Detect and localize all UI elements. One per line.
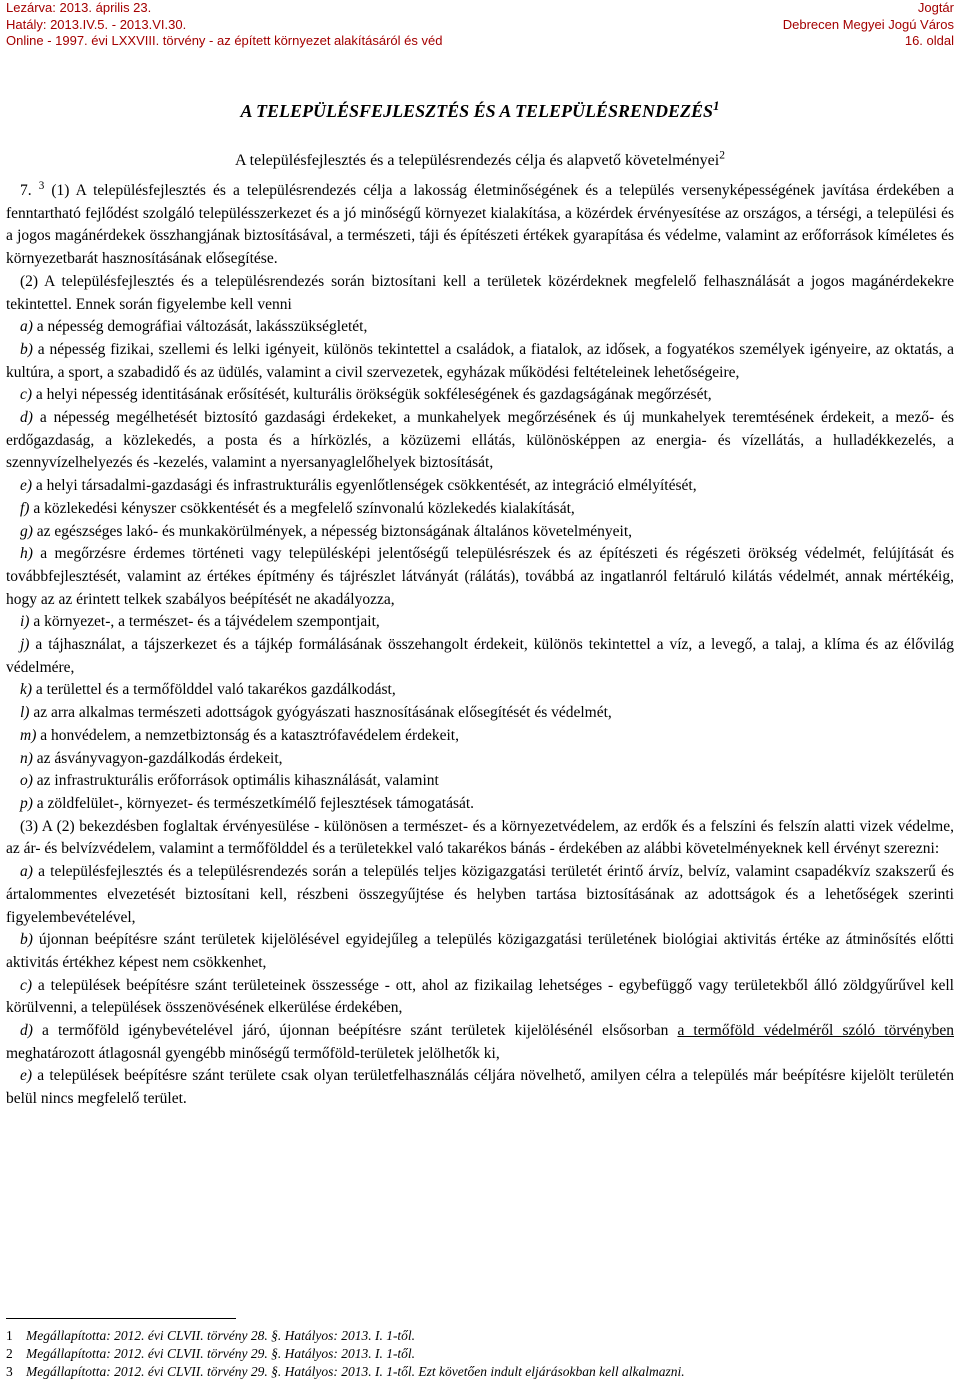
list-item-letter: i) [20,613,30,631]
footnote-ref-3[interactable]: 3 [38,179,45,192]
paragraph-1 [6,180,954,271]
header-law-name: Online - 1997. évi LXXVIII. törvény - az épített környezet alakításáról és véd [6,33,443,48]
list-item [6,861,954,929]
header-closed-date: Lezárva: 2013. április 23. [6,0,152,15]
footnote-ref-2[interactable]: 2 [719,149,725,162]
list-item-text: a honvédelem, a nemzetbiztonság és a katasztrófavédelem érdekeit, [36,726,459,744]
chapter-title [0,99,960,123]
list-item [6,770,954,793]
chapter-title-text: A TELEPÜLÉSFEJLESZTÉS ÉS A TELEPÜLÉSRENDEZÉS [240,101,713,121]
footnote [6,1327,685,1345]
footnote-number: 3 [6,1364,13,1379]
law-reference-link[interactable]: a termőföld védelméről szóló törvényben [677,1022,954,1040]
section-subtitle [0,151,960,171]
list-item [6,1020,954,1065]
list-item [6,793,954,816]
header-city: Debrecen Megyei Jogú Város [782,16,954,32]
list-item-letter: j) [20,636,30,654]
list-item-letter: g) [20,522,33,540]
list-item-text: az ásványvagyon-gazdálkodás érdekeit, [32,749,283,767]
list-item-letter: b) [20,931,33,949]
footnote-number: 1 [6,1328,13,1343]
list-item-letter: e) [20,477,33,495]
list-item [6,1065,954,1110]
page-header-left [6,0,442,50]
footnote-text: Megállapította: 2012. évi CLVII. törvény 29. §. Hatályos: 2013. I. 1-től. [26,1346,416,1361]
page-header-right [783,0,954,50]
list-item-text-continued: meghatározott átlagosnál gyengébb minőségű termőföld-területek jelölhetők ki, [6,1044,500,1062]
list-item-text: az infrastrukturális erőforrások optimális kihasználását, valamint [32,772,439,790]
list-item [6,748,954,771]
list-item-letter: c) [20,386,33,404]
footnote-text: Megállapította: 2012. évi CLVII. törvény 29. §. Hatályos: 2013. I. 1-től. Ezt követően indult eljárásokban kell alkalmazni. [26,1364,685,1379]
list-item-text: a tájhasználat, a tájszerkezet és a tájkép formálásának összehangolt érdekeit, különös tekintettel a víz, a levegő, a talaj, a klíma és az élővilág védelmére, [6,636,954,676]
paragraph-2: (2) A településfejlesztés és a településrendezés során biztosítani kell a területek közérdeknek megfelelő felhasználását a jogos magánérdekekre tekintettel. Ennek során figyelembe kell venni [6,272,954,313]
section-body [6,180,954,1111]
list-item-text: a településfejlesztés és a településrendezés során a település teljes közigazgatási területét érintő árvíz, belvíz, valamint csapadékvíz szakszerű és ártalommentes elvezetését biztosítani kell, részbeni összegyűjtése és helyben tartása biztosításának az adottságok és a lehetőségek szerinti figyelembevételével, [6,863,954,926]
list-item-text: a területtel és a termőfölddel való takarékos gazdálkodást, [32,681,396,699]
footnote-text: Megállapította: 2012. évi CLVII. törvény 28. §. Hatályos: 2013. I. 1-től. [26,1328,416,1343]
footnote-ref-1[interactable]: 1 [712,98,720,113]
list-item-text: a megőrzésre érdemes történeti vagy településképi jelentőségű településrészek és az építészeti és régészeti örökség védelmét, felújítását és továbbfejlesztését, valamint az értékes építmény és tájrészlet látványát (rálátás), továbbá az ingatlanról feltáruló kilátás védelmét, annak mértékéig, hogy az az érintett telkek szabályos beépítését ne akadályozza, [6,545,954,608]
list-item-letter: a) [20,318,33,336]
list-item-letter: m) [20,726,37,744]
list-item-text: a települések beépítésre szánt területe csak olyan területfelhasználás céljára növelhető, amilyen célra a település már beépítésre kijelölt területén belül nincs megfelelő terület. [6,1067,954,1108]
list-item [6,316,954,339]
footnotes [6,1327,685,1381]
list-item-text: a közlekedési kényszer csökkentését és a megfelelő színvonalú közlekedés kialakítását, [29,499,575,517]
list-item-text: a helyi társadalmi-gazdasági és infrastrukturális egyenlőtlenségek csökkentését, az integráció elmélyítését, [32,477,697,495]
list-item-letter: c) [20,976,33,994]
list-item [6,702,954,725]
footnote-separator [6,1318,236,1319]
list-item-text: a népesség megélhetését biztosító gazdasági érdekeket, a munkahelyek megőrzésének és új munkahelyek teremtésének érdekeit, a mező- és erdőgazdaság, a közlekedés, a posta és a hírközlés, a közüzemi ellátás, különösképpen az energia- és vízellátás, a hulladékkezelés, a szennyvízelhelyezés és -kezelés, valamint a nyersanyaglelőhelyek biztosítását, [6,409,954,472]
list-item-letter: k) [20,681,33,699]
list-item-text: az arra alkalmas természeti adottságok gyógyászati hasznosításának elősegítését és védelmét, [29,704,612,722]
header-page-number: 16. oldal [904,33,954,48]
list-item-letter: p) [20,794,33,812]
paragraph-1-text: (1) A településfejlesztés és a településrendezés célja a lakosság életminőségének és a település versenyképességének javítása érdekében a fenntartható fejlődést szolgáló településszerkezet és a jó minőségű környezet kialakítása, a közérdek érvényesítése az országos, a térségi, a települési és a jogos magánérdekek összhangjának biztosításával, a természeti, táji és építészeti értékek gyarapítása és védelme, valamint az erőforrások kíméletes és környezetbarát hasznosításának elősegítése. [6,182,954,268]
paragraph-3-list [6,861,954,1111]
list-item-letter: a) [20,863,33,881]
list-item [6,634,954,679]
paragraph-3: (3) A (2) bekezdésben foglaltak érvényesülése - különösen a természet- és a környezetvédelem, az erdők és a felszíni és felszín alatti vizek védelme, az ár- és belvízvédelem, valamint a termőfölddel és a területekkel való takarékos bánás - érdekében az alábbi követelményeknek kell érvényt szerezni: [6,817,954,858]
list-item [6,543,954,611]
list-item-letter: f) [20,499,30,517]
header-publisher: Jogtár [917,0,954,15]
footnote [6,1363,685,1381]
list-item-text: a népesség demográfiai változását, lakásszükségletét, [32,318,368,336]
list-item-text: újonnan beépítésre szánt területek kijelölésével egyidejűleg a település közigazgatási területének biológiai aktivitás értéke az átminősítés előtti aktivitás értékhez képest nem csökkenhet, [6,931,954,971]
list-item-letter: d) [20,409,33,427]
footnote-number: 2 [6,1346,13,1361]
list-item [6,475,954,498]
list-item [6,725,954,748]
list-item [6,975,954,1020]
list-item-letter: h) [20,545,33,563]
list-item [6,339,954,384]
list-item-text: az egészséges lakó- és munkakörülmények, a népesség biztonságának általános követelményeit, [32,522,633,540]
list-item-letter: e) [20,1067,33,1085]
section-subtitle-text: A településfejlesztés és a településrendezés célja és alapvető követelményei [235,152,720,169]
list-item-letter: o) [20,772,33,790]
list-item [6,611,954,634]
header-validity: Hatály: 2013.IV.5. - 2013.VI.30. [6,16,187,32]
list-item-text: a népesség fizikai, szellemi és lelki igényeit, különös tekintettel a családok, a fiatalok, az idősek, a fogyatékos személyek igényeire, az oktatás, a kultúra, a sport, a szabadidő és az üdülés, valamint a civil szervezetek, egyházak működési feltételeinek lehetőségeire, [6,340,954,381]
paragraph-2-list [6,316,954,815]
list-item-letter: n) [20,749,33,767]
list-item [6,679,954,702]
list-item [6,498,954,521]
list-item-letter: l) [20,704,30,722]
list-item-text: a helyi népesség identitásának erősítését, kulturális örökségük sokféleségének és gazdagságának megőrzését, [32,386,712,404]
section-number: 7. [20,182,39,199]
list-item [6,521,954,544]
list-item-text: a környezet-, a természet- és a tájvédelem szempontjait, [29,613,380,631]
list-item [6,929,954,974]
list-item-text: a települések beépítésre szánt területeinek összessége - ott, ahol az fizikailag lehetséges - egybefüggő vagy területekből álló zöldgyűrűvel kell körülvenni, a települések összenövésének elkerülése érdekében, [6,976,954,1017]
list-item-letter: d) [20,1022,33,1040]
list-item-text: a termőföld igénybevételével járó, újonnan beépítésre szánt területek kijelölésénél elsősorban [32,1022,678,1040]
list-item [6,384,954,407]
list-item-letter: b) [20,340,33,358]
footnote [6,1345,685,1363]
list-item-text: a zöldfelület-, környezet- és természetkímélő fejlesztések támogatását. [32,794,475,812]
list-item [6,407,954,475]
